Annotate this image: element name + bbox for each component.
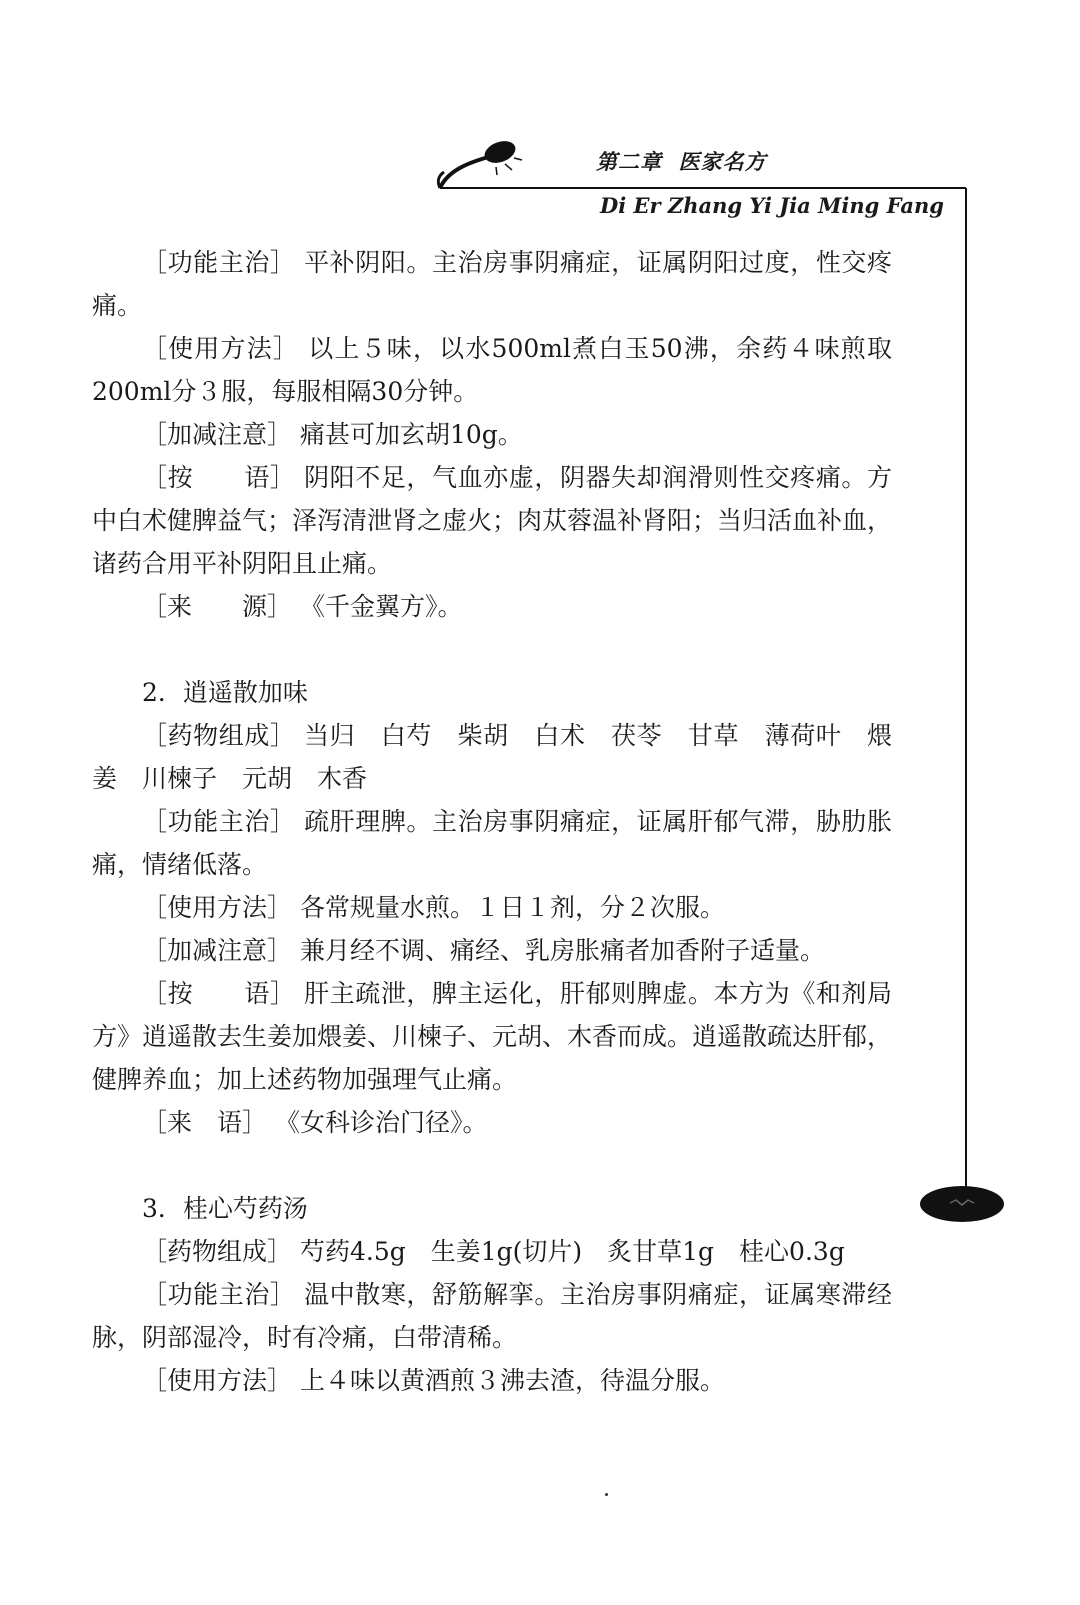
field-text: 芍药4.5g 生姜1g(切片) 炙甘草1g 桂心0.3g [299,1237,845,1266]
entry3-yaowu [92,1230,892,1273]
page-body [92,241,892,1402]
margin-oval-mark [920,1186,1004,1222]
field-text: 温中散寒，舒筋解挛。主治房事阴痛症，证属寒滞经脉，阴部湿冷，时有冷痛，白带清稀。 [92,1280,892,1352]
entry2-yaowu [92,714,892,800]
field-label: ［按 语］ [142,979,296,1008]
field-text: 《千金翼方》。 [299,592,463,621]
entry2-title: 2．逍遥散加味 [142,678,308,707]
field-label: ［药物组成］ [142,721,296,750]
field-text: 《女科诊治门径》。 [274,1108,488,1137]
entry3-yongfa [92,1359,892,1402]
entry1-anyu [92,456,892,585]
entry1-jiajian [92,413,892,456]
field-text: 平补阴阳。主治房事阴痛症，证属阴阳过度，性交疼痛。 [92,248,892,320]
field-label: ［使用方法］ [142,1366,293,1395]
entry1-yongfa [92,327,892,413]
entry2-anyu [92,972,892,1101]
field-text: 当归 白芍 柴胡 白术 茯苓 甘草 薄荷叶 煨姜 川楝子 元胡 木香 [92,721,892,793]
field-text: 疏肝理脾。主治房事阴痛症，证属肝郁气滞，胁肋胀痛，情绪低落。 [92,807,892,879]
field-label: ［来 源］ [142,592,293,621]
entry2-jiajian [92,929,892,972]
field-label: ［使用方法］ [142,334,300,363]
entry3-title: 3．桂心芍药汤 [142,1194,308,1223]
entry3-gongneng [92,1273,892,1359]
field-label: ［加减注意］ [142,936,293,965]
field-label: ［功能主治］ [142,248,296,277]
chapter-title: 第二章 医家名方 [596,149,767,174]
field-text: 各常规量水煎。１日１剂，分２次服。 [299,893,725,922]
field-text: 痛甚可加玄胡10g。 [299,420,523,449]
field-label: ［功能主治］ [142,807,296,836]
field-label: ［药物组成］ [142,1237,293,1266]
field-text: 阴阳不足，气血亦虚，阴器失却润滑则性交疼痛。方中白术健脾益气；泽泻清泄肾之虚火；肉苁蓉温补肾阳；当归活血补血，诸药合用平补阴阳且止痛。 [92,463,893,578]
field-label: ［按 语］ [142,463,296,492]
field-text: 以上５味，以水500ml煮白玉50沸，余药４味煎取200ml分３服，每服相隔30分钟。 [92,334,892,406]
page-mark [605,1493,608,1496]
entry2-yongfa [92,886,892,929]
field-text: 肝主疏泄，脾主运化，肝郁则脾虚。本方为《和剂局方》逍遥散去生姜加煨姜、川楝子、元胡、木香而成。逍遥散疏达肝郁，健脾养血；加上述药物加强理气止痛。 [92,979,893,1094]
field-text: 兼月经不调、痛经、乳房胀痛者加香附子适量。 [299,936,825,965]
field-label: ［来 语］ [142,1108,268,1137]
field-label: ［使用方法］ [142,893,293,922]
field-text: 上４味以黄酒煎３沸去渣，待温分服。 [299,1366,725,1395]
field-label: ［功能主治］ [142,1280,296,1309]
entry1-gongneng [92,241,892,327]
lamp-icon [438,137,522,188]
chapter-pinyin: Di Er Zhang Yi Jia Ming Fang [600,193,944,218]
entry2-gongneng [92,800,892,886]
entry2-laiyuan [92,1101,892,1144]
entry1-laiyuan [92,585,892,628]
field-label: ［加减注意］ [142,420,293,449]
